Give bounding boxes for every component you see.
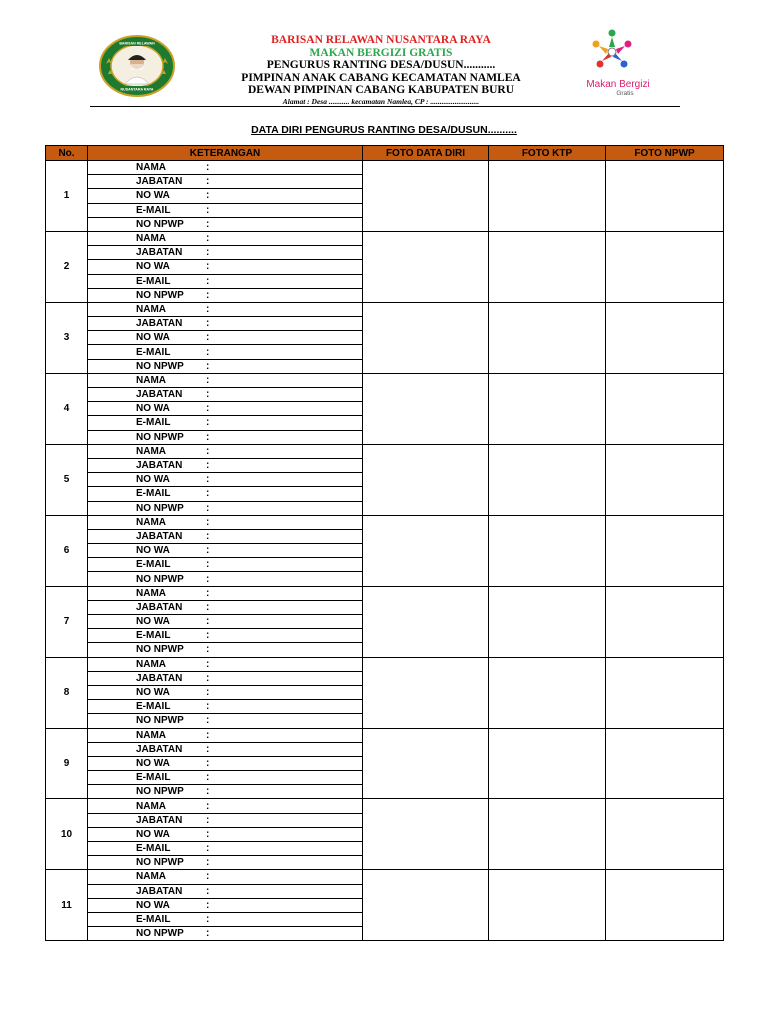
photo-cell-foto-data-diri[interactable] — [363, 161, 489, 232]
field-cell[interactable] — [88, 856, 363, 870]
field-colon: : — [206, 176, 210, 188]
photo-cell-foto-npwp[interactable] — [606, 231, 724, 302]
table-row — [46, 373, 724, 387]
photo-cell-foto-data-diri[interactable] — [363, 586, 489, 657]
photo-cell-foto-ktp[interactable] — [489, 161, 606, 232]
document-title: DATA DIRI PENGURUS RANTING DESA/DUSUN.......... — [251, 124, 517, 136]
field-label: E-MAIL — [136, 630, 171, 642]
table-row — [46, 302, 724, 316]
field-label: NO NPWP — [136, 360, 184, 372]
field-cell[interactable] — [88, 771, 363, 785]
field-cell[interactable] — [88, 700, 363, 714]
row-number: 6 — [46, 515, 88, 586]
field-colon: : — [206, 389, 210, 401]
field-cell[interactable] — [88, 827, 363, 841]
field-label: JABATAN — [136, 460, 183, 472]
table-row — [46, 657, 724, 671]
field-label: JABATAN — [136, 814, 183, 826]
field-colon: : — [206, 786, 210, 798]
field-cell[interactable] — [88, 217, 363, 231]
photo-cell-foto-ktp[interactable] — [489, 586, 606, 657]
field-cell[interactable] — [88, 870, 363, 884]
field-cell[interactable] — [88, 558, 363, 572]
field-cell[interactable] — [88, 572, 363, 586]
photo-cell-foto-ktp[interactable] — [489, 444, 606, 515]
field-cell[interactable] — [88, 615, 363, 629]
field-colon: : — [206, 772, 210, 784]
field-cell[interactable] — [88, 317, 363, 331]
field-cell[interactable] — [88, 515, 363, 529]
field-colon: : — [206, 346, 210, 358]
field-cell[interactable] — [88, 657, 363, 671]
photo-cell-foto-npwp[interactable] — [606, 799, 724, 870]
field-cell[interactable] — [88, 430, 363, 444]
field-colon: : — [206, 559, 210, 571]
field-cell[interactable] — [88, 203, 363, 217]
photo-cell-foto-data-diri[interactable] — [363, 799, 489, 870]
field-label: NO WA — [136, 828, 170, 840]
photo-cell-foto-npwp[interactable] — [606, 728, 724, 799]
field-cell[interactable] — [88, 756, 363, 770]
photo-cell-foto-data-diri[interactable] — [363, 657, 489, 728]
field-colon: : — [206, 431, 210, 443]
field-cell[interactable] — [88, 288, 363, 302]
field-cell[interactable] — [88, 842, 363, 856]
field-cell[interactable] — [88, 544, 363, 558]
field-label: NO WA — [136, 474, 170, 486]
field-cell[interactable] — [88, 600, 363, 614]
field-label: NO WA — [136, 190, 170, 202]
field-cell[interactable] — [88, 799, 363, 813]
field-label: NO NPWP — [136, 502, 184, 514]
photo-cell-foto-ktp[interactable] — [489, 799, 606, 870]
photo-cell-foto-ktp[interactable] — [489, 373, 606, 444]
column-header-no: No. — [46, 146, 88, 161]
field-label: NO NPWP — [136, 289, 184, 301]
field-cell[interactable] — [88, 189, 363, 203]
field-cell[interactable] — [88, 458, 363, 472]
photo-cell-foto-ktp[interactable] — [489, 231, 606, 302]
field-colon: : — [206, 687, 210, 699]
photo-cell-foto-data-diri[interactable] — [363, 870, 489, 941]
field-label: E-MAIL — [136, 559, 171, 571]
field-cell[interactable] — [88, 373, 363, 387]
document-header — [90, 28, 680, 107]
logo-left-text-top: BARISAN RELAWAN — [119, 41, 155, 46]
table-row — [46, 231, 724, 245]
photo-cell-foto-data-diri[interactable] — [363, 302, 489, 373]
field-colon: : — [206, 757, 210, 769]
photo-cell-foto-npwp[interactable] — [606, 373, 724, 444]
column-header-foto-ktp: FOTO KTP — [489, 146, 606, 161]
field-cell[interactable] — [88, 302, 363, 316]
field-label: NAMA — [136, 871, 166, 883]
photo-cell-foto-data-diri[interactable] — [363, 373, 489, 444]
field-label: NO WA — [136, 757, 170, 769]
field-label: E-MAIL — [136, 346, 171, 358]
header-address: Alamat : Desa ........... kecamatan Namlea, CP : .......................... — [282, 96, 480, 106]
field-colon: : — [206, 644, 210, 656]
field-label: JABATAN — [136, 530, 183, 542]
field-label: NAMA — [136, 516, 166, 528]
field-colon: : — [206, 545, 210, 557]
field-colon: : — [206, 403, 210, 415]
field-label: NAMA — [136, 374, 166, 386]
table-row — [46, 515, 724, 529]
column-header-foto-data-diri: FOTO DATA DIRI — [363, 146, 489, 161]
table-row — [46, 444, 724, 458]
field-colon: : — [206, 247, 210, 259]
field-label: NAMA — [136, 587, 166, 599]
header-line-program: MAKAN BERGIZI GRATIS — [309, 46, 453, 59]
field-cell[interactable] — [88, 728, 363, 742]
field-colon: : — [206, 857, 210, 869]
field-label: E-MAIL — [136, 914, 171, 926]
field-label: E-MAIL — [136, 772, 171, 784]
row-number: 5 — [46, 444, 88, 515]
field-cell[interactable] — [88, 529, 363, 543]
field-colon: : — [206, 516, 210, 528]
field-cell[interactable] — [88, 359, 363, 373]
field-colon: : — [206, 701, 210, 713]
field-label: NAMA — [136, 729, 166, 741]
field-label: E-MAIL — [136, 488, 171, 500]
field-colon: : — [206, 601, 210, 613]
field-colon: : — [206, 658, 210, 670]
field-colon: : — [206, 445, 210, 457]
field-colon: : — [206, 729, 210, 741]
header-text-block — [186, 34, 576, 106]
row-number: 10 — [46, 799, 88, 870]
photo-cell-foto-ktp[interactable] — [489, 515, 606, 586]
table-row — [46, 799, 724, 813]
field-label: NAMA — [136, 800, 166, 812]
photo-cell-foto-npwp[interactable] — [606, 515, 724, 586]
field-cell[interactable] — [88, 714, 363, 728]
field-colon: : — [206, 800, 210, 812]
field-label: NAMA — [136, 303, 166, 315]
field-cell[interactable] — [88, 884, 363, 898]
field-label: NO WA — [136, 545, 170, 557]
field-colon: : — [206, 814, 210, 826]
field-colon: : — [206, 587, 210, 599]
field-colon: : — [206, 928, 210, 940]
field-colon: : — [206, 233, 210, 245]
field-label: NO NPWP — [136, 431, 184, 443]
field-label: NO WA — [136, 403, 170, 415]
table-header-row — [46, 146, 724, 161]
photo-cell-foto-ktp[interactable] — [489, 728, 606, 799]
field-cell[interactable] — [88, 501, 363, 515]
field-cell[interactable] — [88, 444, 363, 458]
field-cell[interactable] — [88, 246, 363, 260]
photo-cell-foto-ktp[interactable] — [489, 870, 606, 941]
field-colon: : — [206, 190, 210, 202]
field-label: NAMA — [136, 233, 166, 245]
field-cell[interactable] — [88, 643, 363, 657]
field-cell[interactable] — [88, 402, 363, 416]
column-header-keterangan: KETERANGAN — [88, 146, 363, 161]
field-label: NO WA — [136, 261, 170, 273]
row-number: 7 — [46, 586, 88, 657]
field-label: E-MAIL — [136, 843, 171, 855]
logo-right-subtext: Gratis — [616, 90, 634, 97]
field-label: NO NPWP — [136, 715, 184, 727]
photo-cell-foto-ktp[interactable] — [489, 302, 606, 373]
field-colon: : — [206, 630, 210, 642]
photo-cell-foto-data-diri[interactable] — [363, 728, 489, 799]
field-label: NO WA — [136, 332, 170, 344]
field-cell[interactable] — [88, 331, 363, 345]
field-colon: : — [206, 218, 210, 230]
field-colon: : — [206, 871, 210, 883]
field-label: NAMA — [136, 658, 166, 670]
photo-cell-foto-npwp[interactable] — [606, 870, 724, 941]
field-colon: : — [206, 502, 210, 514]
table-row — [46, 870, 724, 884]
row-number: 1 — [46, 161, 88, 232]
field-cell[interactable] — [88, 586, 363, 600]
field-cell[interactable] — [88, 742, 363, 756]
field-label: JABATAN — [136, 672, 183, 684]
table-row — [46, 161, 724, 175]
field-colon: : — [206, 743, 210, 755]
field-label: E-MAIL — [136, 701, 171, 713]
field-label: NO NPWP — [136, 644, 184, 656]
header-line-organization: BARISAN RELAWAN NUSANTARA RAYA — [271, 34, 491, 46]
field-colon: : — [206, 303, 210, 315]
field-colon: : — [206, 289, 210, 301]
field-label: JABATAN — [136, 601, 183, 613]
field-colon: : — [206, 914, 210, 926]
header-line-ranting: PENGURUS RANTING DESA/DUSUN........... — [266, 59, 496, 71]
field-cell[interactable] — [88, 685, 363, 699]
field-colon: : — [206, 374, 210, 386]
field-cell[interactable] — [88, 161, 363, 175]
field-label: NAMA — [136, 445, 166, 457]
photo-cell-foto-data-diri[interactable] — [363, 515, 489, 586]
field-label: NO NPWP — [136, 218, 184, 230]
table-row — [46, 728, 724, 742]
field-cell[interactable] — [88, 629, 363, 643]
field-colon: : — [206, 899, 210, 911]
field-label: NO NPWP — [136, 786, 184, 798]
field-cell[interactable] — [88, 487, 363, 501]
field-colon: : — [206, 672, 210, 684]
field-label: NAMA — [136, 162, 166, 174]
field-colon: : — [206, 530, 210, 542]
photo-cell-foto-npwp[interactable] — [606, 161, 724, 232]
photo-cell-foto-ktp[interactable] — [489, 657, 606, 728]
field-colon: : — [206, 332, 210, 344]
field-label: NO NPWP — [136, 573, 184, 585]
field-label: NO WA — [136, 616, 170, 628]
field-colon: : — [206, 318, 210, 330]
pengurus-data-table — [45, 145, 724, 941]
field-cell[interactable] — [88, 912, 363, 926]
field-label: JABATAN — [136, 176, 183, 188]
field-label: NO WA — [136, 899, 170, 911]
row-number: 3 — [46, 302, 88, 373]
field-colon: : — [206, 843, 210, 855]
field-label: JABATAN — [136, 247, 183, 259]
field-colon: : — [206, 885, 210, 897]
field-label: NO NPWP — [136, 928, 184, 940]
photo-cell-foto-npwp[interactable] — [606, 657, 724, 728]
row-number: 8 — [46, 657, 88, 728]
field-colon: : — [206, 275, 210, 287]
field-label: JABATAN — [136, 743, 183, 755]
field-label: JABATAN — [136, 885, 183, 897]
photo-cell-foto-npwp[interactable] — [606, 586, 724, 657]
header-line-anak-cabang: PIMPINAN ANAK CABANG KECAMATAN NAMLEA — [241, 71, 521, 84]
field-colon: : — [206, 417, 210, 429]
logo-right-text: Makan Bergizi — [586, 79, 650, 90]
field-colon: : — [206, 204, 210, 216]
photo-cell-foto-data-diri[interactable] — [363, 231, 489, 302]
field-colon: : — [206, 828, 210, 840]
row-number: 9 — [46, 728, 88, 799]
row-number: 4 — [46, 373, 88, 444]
photo-cell-foto-data-diri[interactable] — [363, 444, 489, 515]
field-colon: : — [206, 488, 210, 500]
photo-cell-foto-npwp[interactable] — [606, 444, 724, 515]
field-colon: : — [206, 261, 210, 273]
photo-cell-foto-npwp[interactable] — [606, 302, 724, 373]
field-cell[interactable] — [88, 345, 363, 359]
field-colon: : — [206, 162, 210, 174]
field-colon: : — [206, 573, 210, 585]
field-label: NO WA — [136, 687, 170, 699]
field-cell[interactable] — [88, 416, 363, 430]
field-label: E-MAIL — [136, 204, 171, 216]
field-colon: : — [206, 715, 210, 727]
header-line-dpc: DEWAN PIMPINAN CABANG KABUPATEN BURU — [248, 84, 514, 96]
field-colon: : — [206, 460, 210, 472]
field-label: JABATAN — [136, 389, 183, 401]
field-colon: : — [206, 616, 210, 628]
field-label: JABATAN — [136, 318, 183, 330]
field-colon: : — [206, 360, 210, 372]
field-label: E-MAIL — [136, 417, 171, 429]
organization-logo-icon — [98, 34, 176, 98]
field-cell[interactable] — [88, 785, 363, 799]
field-label: E-MAIL — [136, 275, 171, 287]
field-cell[interactable] — [88, 898, 363, 912]
logo-left-text-bottom: NUSANTARA RAYA — [120, 87, 154, 92]
table-row — [46, 586, 724, 600]
field-cell[interactable] — [88, 671, 363, 685]
field-cell[interactable] — [88, 813, 363, 827]
field-cell[interactable] — [88, 231, 363, 245]
field-cell[interactable] — [88, 473, 363, 487]
row-number: 11 — [46, 870, 88, 941]
field-label: NO NPWP — [136, 857, 184, 869]
field-colon: : — [206, 474, 210, 486]
field-cell[interactable] — [88, 175, 363, 189]
field-cell[interactable] — [88, 388, 363, 402]
field-cell[interactable] — [88, 927, 363, 941]
makan-bergizi-logo-icon — [580, 28, 672, 100]
row-number: 2 — [46, 231, 88, 302]
field-cell[interactable] — [88, 274, 363, 288]
field-cell[interactable] — [88, 260, 363, 274]
column-header-foto-npwp: FOTO NPWP — [606, 146, 724, 161]
